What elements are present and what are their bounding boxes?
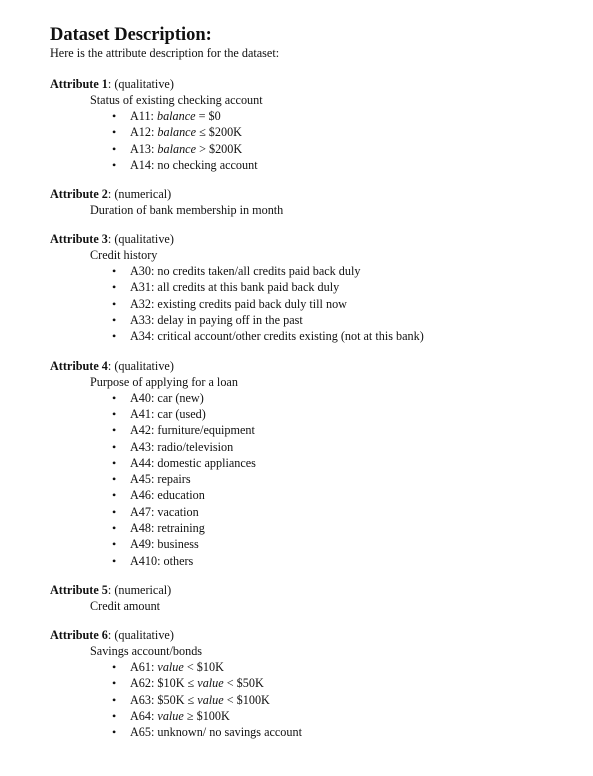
- bullet-icon: •: [112, 141, 117, 156]
- bullet-icon: •: [112, 329, 117, 344]
- option-text: > $200K: [196, 141, 243, 156]
- list-item: [112, 108, 593, 124]
- option-text: A48: retraining: [130, 521, 205, 536]
- option-variable: value: [157, 708, 184, 723]
- option-variable: value: [197, 692, 224, 707]
- attribute-description: Credit amount: [90, 598, 161, 613]
- list-item: [112, 312, 593, 328]
- attribute-name: Attribute 5: [50, 582, 108, 597]
- option-text: A34: critical account/other credits existing (not at this bank): [130, 329, 424, 344]
- list-item: [112, 263, 593, 279]
- attribute-section: [50, 582, 593, 614]
- attribute-name: Attribute 1: [50, 77, 108, 91]
- bullet-icon: •: [112, 537, 117, 552]
- list-item: [112, 553, 593, 569]
- option-text: A410: others: [130, 553, 194, 568]
- option-text: A45: repairs: [130, 472, 191, 487]
- option-text: < $100K: [223, 692, 270, 707]
- attribute-type: : (qualitative): [107, 232, 174, 247]
- document-intro: Here is the attribute description for the dataset:: [50, 46, 280, 60]
- bullet-icon: •: [112, 692, 117, 707]
- option-text: < $10K: [183, 659, 224, 674]
- option-variable: value: [157, 659, 184, 674]
- attribute-heading: [50, 186, 593, 202]
- list-item: [112, 659, 593, 675]
- document-title: Dataset Description:: [50, 25, 212, 45]
- attribute-name: Attribute 6: [50, 627, 108, 642]
- attribute-options: [50, 659, 593, 740]
- option-text: ≤ $200K: [196, 125, 242, 140]
- option-text: A14: no checking account: [130, 157, 258, 172]
- attribute-options: [50, 263, 593, 344]
- attribute-heading: [50, 76, 593, 92]
- attribute-section: [50, 186, 593, 218]
- list-item: [112, 487, 593, 503]
- option-text: A62: $10K ≤: [130, 676, 198, 691]
- list-item: [112, 504, 593, 520]
- attribute-type: : (qualitative): [107, 358, 174, 373]
- bullet-icon: •: [112, 109, 117, 123]
- attribute-name: Attribute 3: [50, 232, 108, 247]
- bullet-icon: •: [112, 157, 117, 172]
- bullet-icon: •: [112, 676, 117, 691]
- option-text: A12:: [130, 125, 158, 140]
- option-text: A13:: [130, 141, 158, 156]
- attribute-name: Attribute 2: [50, 187, 108, 202]
- bullet-icon: •: [112, 708, 117, 723]
- list-item: [112, 124, 593, 140]
- list-item: [112, 675, 593, 691]
- option-text: A41: car (used): [130, 406, 206, 421]
- option-text: < $50K: [223, 676, 264, 691]
- bullet-icon: •: [112, 125, 117, 140]
- option-text: A43: radio/television: [130, 439, 234, 454]
- attribute-description: Savings account/bonds: [90, 643, 203, 658]
- list-item: [112, 296, 593, 312]
- bullet-icon: •: [112, 390, 117, 405]
- attribute-name: Attribute 4: [50, 358, 108, 373]
- bullet-icon: •: [112, 423, 117, 438]
- option-text: A42: furniture/equipment: [130, 423, 255, 438]
- option-text: A30: no credits taken/all credits paid back duly: [130, 264, 361, 279]
- option-text: A61:: [130, 659, 158, 674]
- attribute-type: : (qualitative): [107, 77, 174, 91]
- attribute-section: [50, 76, 593, 173]
- bullet-icon: •: [112, 296, 117, 311]
- bullet-icon: •: [112, 280, 117, 295]
- bullet-icon: •: [112, 504, 117, 519]
- option-text: A46: education: [130, 488, 205, 503]
- option-text: A64:: [130, 708, 158, 723]
- list-item: [112, 692, 593, 708]
- attribute-section: [50, 231, 593, 344]
- attribute-description: Purpose of applying for a loan: [90, 374, 238, 389]
- attribute-description: Status of existing checking account: [90, 93, 263, 107]
- attribute-section: [50, 358, 593, 569]
- list-item: [112, 157, 593, 173]
- option-text: A31: all credits at this bank paid back duly: [130, 280, 340, 295]
- list-item: [112, 279, 593, 295]
- bullet-icon: •: [112, 406, 117, 421]
- list-item: [112, 439, 593, 455]
- option-variable: value: [197, 676, 224, 691]
- option-text: A44: domestic appliances: [130, 455, 256, 470]
- bullet-icon: •: [112, 472, 117, 487]
- bullet-icon: •: [112, 439, 117, 454]
- option-text: A47: vacation: [130, 504, 199, 519]
- attribute-type: : (numerical): [107, 187, 172, 202]
- bullet-icon: •: [112, 659, 117, 674]
- bullet-icon: •: [112, 264, 117, 279]
- attribute-section: [50, 627, 593, 740]
- list-item: [112, 536, 593, 552]
- attribute-type: : (qualitative): [107, 627, 174, 642]
- option-text: A65: unknown/ no savings account: [130, 725, 302, 740]
- attribute-list: [50, 76, 593, 740]
- attribute-heading: [50, 358, 593, 374]
- attribute-type: : (numerical): [107, 582, 172, 597]
- attribute-options: [50, 390, 593, 569]
- attribute-description: Credit history: [90, 248, 158, 263]
- list-item: [112, 141, 593, 157]
- option-text: A49: business: [130, 537, 199, 552]
- list-item: [112, 422, 593, 438]
- list-item: [112, 390, 593, 406]
- option-text: A11:: [130, 109, 157, 123]
- option-variable: balance: [157, 141, 197, 156]
- bullet-icon: •: [112, 521, 117, 536]
- list-item: [112, 471, 593, 487]
- option-text: A63: $50K ≤: [130, 692, 198, 707]
- option-text: ≥ $100K: [183, 708, 230, 723]
- list-item: [112, 708, 593, 724]
- bullet-icon: •: [112, 725, 117, 740]
- bullet-icon: •: [112, 455, 117, 470]
- list-item: [112, 328, 593, 344]
- bullet-icon: •: [112, 313, 117, 328]
- bullet-icon: •: [112, 553, 117, 568]
- attribute-heading: [50, 627, 593, 643]
- attribute-heading: [50, 231, 593, 247]
- attribute-options: [50, 108, 593, 173]
- bullet-icon: •: [112, 488, 117, 503]
- option-text: A32: existing credits paid back duly till now: [130, 296, 347, 311]
- list-item: [112, 455, 593, 471]
- option-text: A33: delay in paying off in the past: [130, 313, 303, 328]
- option-variable: balance: [156, 109, 196, 123]
- option-variable: balance: [157, 125, 197, 140]
- option-text: = $0: [195, 109, 221, 123]
- attribute-heading: [50, 582, 593, 598]
- list-item: [112, 406, 593, 422]
- attribute-description: Duration of bank membership in month: [90, 203, 284, 218]
- option-text: A40: car (new): [130, 390, 204, 405]
- list-item: [112, 724, 593, 740]
- list-item: [112, 520, 593, 536]
